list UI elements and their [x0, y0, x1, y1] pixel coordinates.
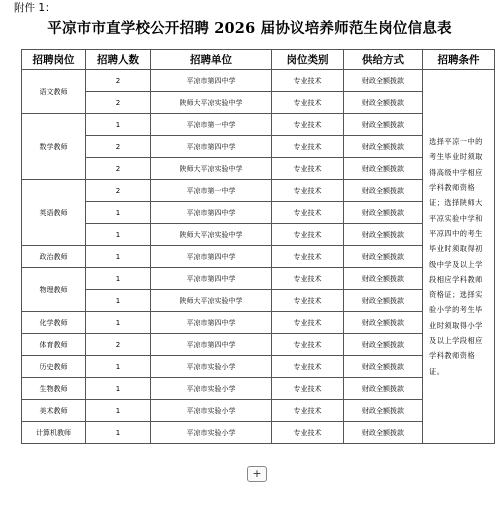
category-cell: 专业技术: [272, 136, 344, 158]
unit-cell: 平凉市第四中学: [151, 334, 272, 356]
table-header-row: [22, 50, 495, 70]
post-cell: 生物教师: [22, 378, 86, 400]
post-cell: 体育教师: [22, 334, 86, 356]
count-cell: 2: [86, 70, 151, 92]
post-cell: 计算机教师: [22, 422, 86, 444]
supply-cell: 财政全额拨款: [344, 378, 423, 400]
supply-cell: 财政全额拨款: [344, 70, 423, 92]
unit-cell: 平凉市第四中学: [151, 246, 272, 268]
header-count: 招聘人数: [86, 50, 151, 70]
header-post: 招聘岗位: [22, 50, 86, 70]
unit-cell: 平凉市实验小学: [151, 378, 272, 400]
category-cell: 专业技术: [272, 400, 344, 422]
category-cell: 专业技术: [272, 422, 344, 444]
count-cell: 1: [86, 114, 151, 136]
category-cell: 专业技术: [272, 180, 344, 202]
count-cell: 1: [86, 400, 151, 422]
supply-cell: 财政全额拨款: [344, 422, 423, 444]
count-cell: 1: [86, 312, 151, 334]
category-cell: 专业技术: [272, 202, 344, 224]
supply-cell: 财政全额拨款: [344, 334, 423, 356]
unit-cell: 平凉市第四中学: [151, 136, 272, 158]
post-cell: 政治教师: [22, 246, 86, 268]
header-supply: 供给方式: [344, 50, 423, 70]
unit-cell: 平凉市第四中学: [151, 312, 272, 334]
unit-cell: 平凉市第一中学: [151, 180, 272, 202]
category-cell: 专业技术: [272, 114, 344, 136]
recruitment-table: [21, 49, 495, 444]
count-cell: 2: [86, 334, 151, 356]
post-cell: 化学教师: [22, 312, 86, 334]
count-cell: 1: [86, 356, 151, 378]
table-row: [22, 70, 495, 92]
post-cell: 美术教师: [22, 400, 86, 422]
add-button[interactable]: +: [247, 466, 267, 482]
count-cell: 1: [86, 378, 151, 400]
count-cell: 2: [86, 92, 151, 114]
supply-cell: 财政全额拨款: [344, 290, 423, 312]
count-cell: 2: [86, 158, 151, 180]
category-cell: 专业技术: [272, 356, 344, 378]
page-title: 平凉市市直学校公开招聘 2026 届协议培养师范生岗位信息表: [47, 20, 452, 37]
category-cell: 专业技术: [272, 268, 344, 290]
supply-cell: 财政全额拨款: [344, 180, 423, 202]
supply-cell: 财政全额拨款: [344, 114, 423, 136]
supply-cell: 财政全额拨款: [344, 136, 423, 158]
category-cell: 专业技术: [272, 158, 344, 180]
post-cell: 数学教师: [22, 114, 86, 180]
unit-cell: 平凉市第一中学: [151, 114, 272, 136]
supply-cell: 财政全额拨款: [344, 202, 423, 224]
unit-cell: 平凉市第四中学: [151, 202, 272, 224]
supply-cell: 财政全额拨款: [344, 158, 423, 180]
category-cell: 专业技术: [272, 312, 344, 334]
supply-cell: 财政全额拨款: [344, 224, 423, 246]
unit-cell: 平凉市实验小学: [151, 422, 272, 444]
supply-cell: 财政全额拨款: [344, 246, 423, 268]
condition-cell: 选择平凉一中的考生毕业时须取得高级中学相应学科教师资格证；选择陕师大平凉实验中学和平凉四中的考生毕业时须取得初级中学及以上学段相应学科教师资格证；选择实验小学的考生毕业时须取得小学及以上学段相应学科教师资格证。: [423, 70, 495, 444]
attachment-label: 附件 1：: [14, 2, 56, 14]
count-cell: 1: [86, 422, 151, 444]
count-cell: 1: [86, 224, 151, 246]
category-cell: 专业技术: [272, 246, 344, 268]
category-cell: 专业技术: [272, 92, 344, 114]
category-cell: 专业技术: [272, 334, 344, 356]
post-cell: 英语教师: [22, 180, 86, 246]
count-cell: 2: [86, 136, 151, 158]
category-cell: 专业技术: [272, 378, 344, 400]
count-cell: 2: [86, 180, 151, 202]
count-cell: 1: [86, 202, 151, 224]
post-cell: 历史教师: [22, 356, 86, 378]
header-condition: 招聘条件: [423, 50, 495, 70]
count-cell: 1: [86, 246, 151, 268]
unit-cell: 陕师大平凉实验中学: [151, 290, 272, 312]
header-category: 岗位类别: [272, 50, 344, 70]
unit-cell: 陕师大平凉实验中学: [151, 92, 272, 114]
count-cell: 1: [86, 290, 151, 312]
category-cell: 专业技术: [272, 290, 344, 312]
header-unit: 招聘单位: [151, 50, 272, 70]
unit-cell: 平凉市实验小学: [151, 356, 272, 378]
post-cell: 物理教师: [22, 268, 86, 312]
unit-cell: 平凉市第四中学: [151, 268, 272, 290]
unit-cell: 陕师大平凉实验中学: [151, 158, 272, 180]
supply-cell: 财政全额拨款: [344, 356, 423, 378]
supply-cell: 财政全额拨款: [344, 92, 423, 114]
unit-cell: 平凉市第四中学: [151, 70, 272, 92]
unit-cell: 陕师大平凉实验中学: [151, 224, 272, 246]
count-cell: 1: [86, 268, 151, 290]
category-cell: 专业技术: [272, 224, 344, 246]
supply-cell: 财政全额拨款: [344, 312, 423, 334]
post-cell: 语文教师: [22, 70, 86, 114]
supply-cell: 财政全额拨款: [344, 268, 423, 290]
category-cell: 专业技术: [272, 70, 344, 92]
supply-cell: 财政全额拨款: [344, 400, 423, 422]
unit-cell: 平凉市实验小学: [151, 400, 272, 422]
